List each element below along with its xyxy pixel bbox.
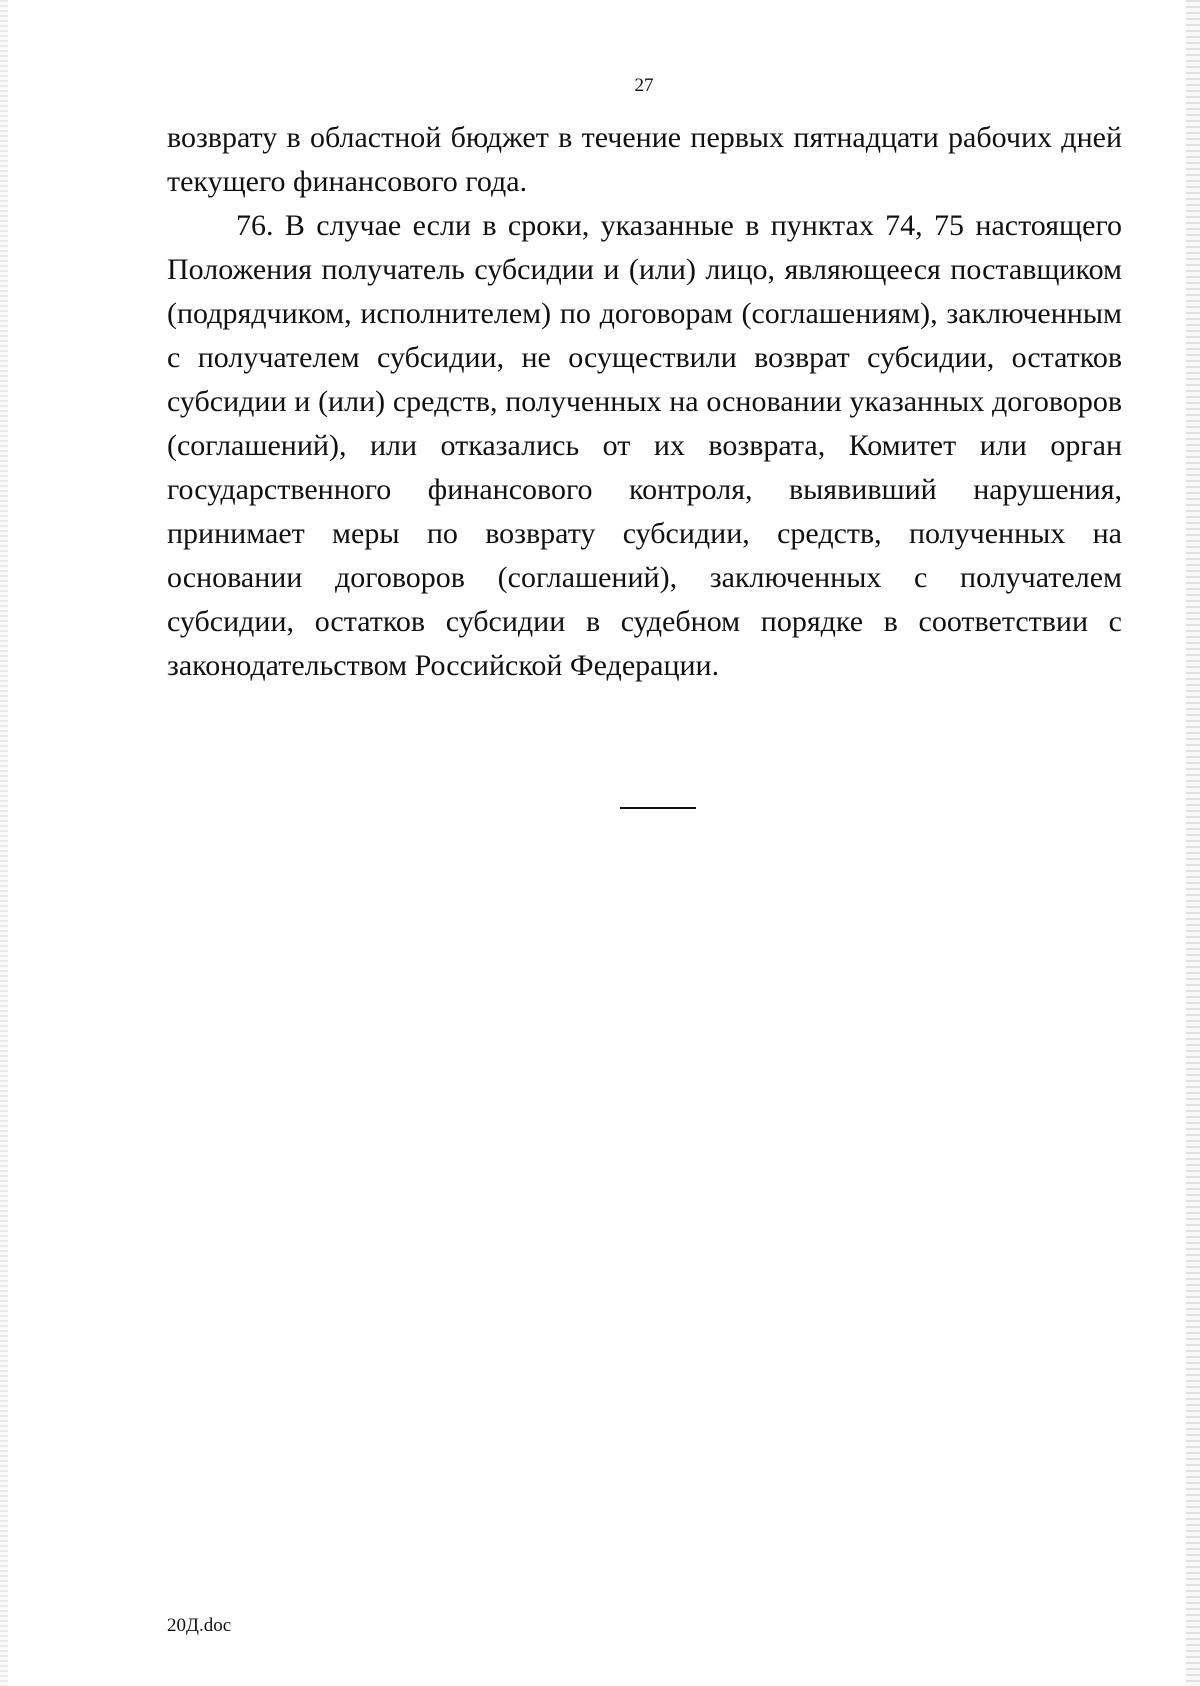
scan-edge-right bbox=[1186, 0, 1200, 1686]
scan-edge-left bbox=[0, 0, 8, 1686]
footer-filename: 20Д.doc bbox=[167, 1615, 232, 1636]
document-body bbox=[167, 116, 1122, 688]
page-number: 27 bbox=[634, 75, 654, 96]
paragraph-continuation: возврату в областной бюджет в течение первых пятнадцати рабочих дней текущего финансового года. bbox=[167, 121, 1122, 198]
closing-rule bbox=[620, 807, 696, 809]
paragraph-76: 76. В случае если в сроки, указанные в пунктах 74, 75 настоящего Положения получатель субсидии и (или) лицо, являющееся поставщиком (подрядчиком, исполнителем) по договорам (соглашениям), заключенным с получателем субсидии, не осуществили возврат субсидии, остатков субсидии и (или) средств, полученных на основании указанных договоров (соглашений), или отказались от их возврата, Комитет или орган государственного финансового контроля, выявивший нарушения, принимает меры по возврату субсидии, средств, полученных на основании договоров (соглашений), заключенных с получателем субсидии, остатков субсидии в судебном порядке в соответствии с законодательством Российской Федерации. bbox=[167, 209, 1122, 682]
